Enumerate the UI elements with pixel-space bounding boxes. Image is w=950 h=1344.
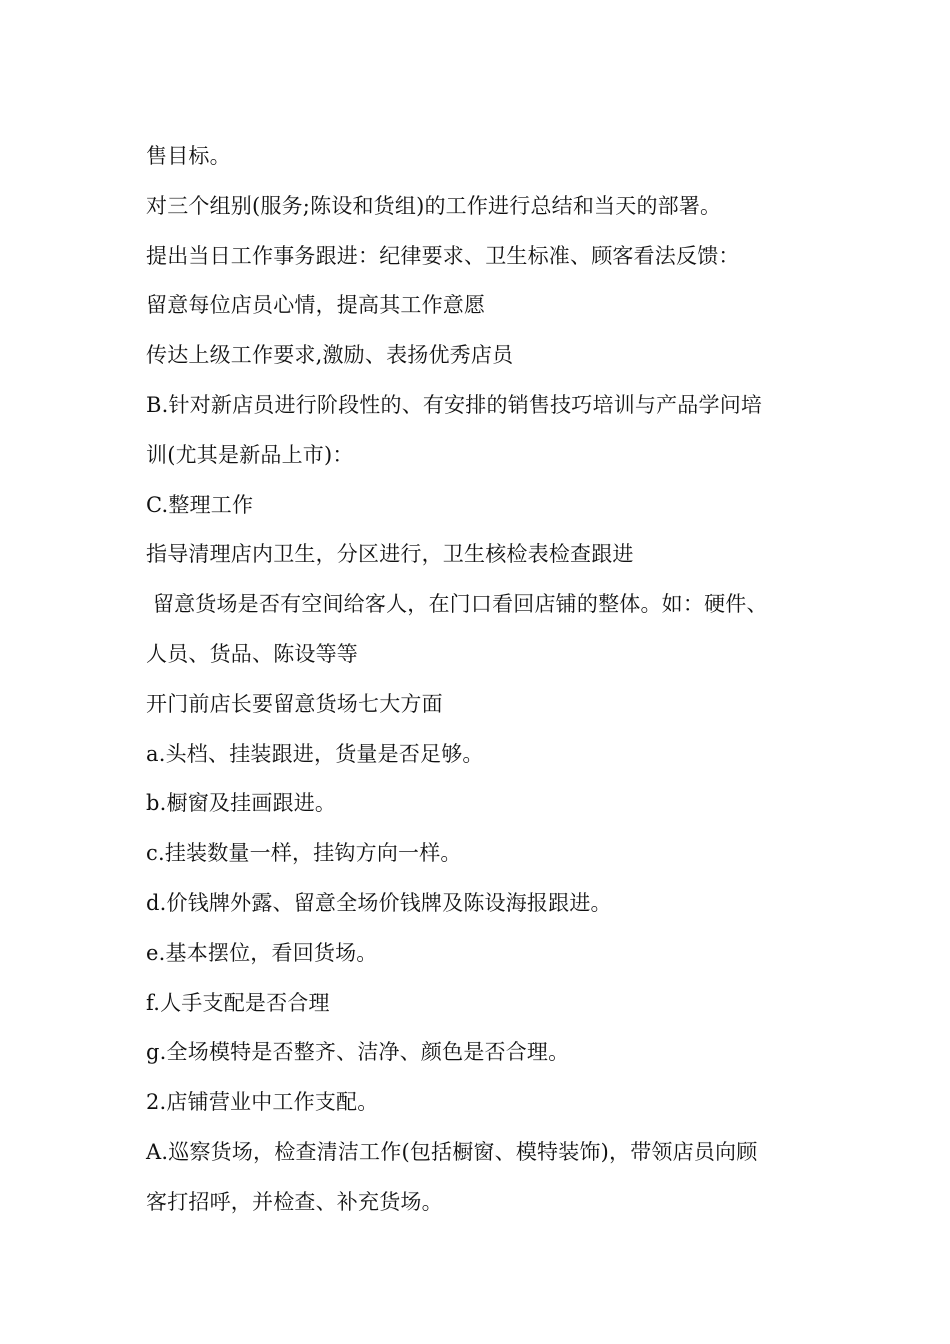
text-line: B.针对新店员进行阶段性的、有安排的销售技巧培训与产品学问培 xyxy=(146,392,763,417)
list-item: a.头档、挂装跟进，货量是否足够。 xyxy=(146,741,484,766)
section-heading: C.整理工作 xyxy=(146,492,254,517)
text-line: 对三个组别(服务;陈设和货组)的工作进行总结和当天的部署。 xyxy=(146,193,722,218)
text-line: 留意每位店员心情，提高其工作意愿 xyxy=(146,293,486,318)
text-line: 训(尤其是新品上市)： xyxy=(146,442,354,467)
list-item: e.基本摆位，看回货场。 xyxy=(146,940,378,965)
text-line: 开门前店长要留意货场七大方面 xyxy=(146,691,443,716)
text-line: 传达上级工作要求,激励、表扬优秀店员 xyxy=(146,343,514,368)
list-item: c.挂装数量一样，挂钩方向一样。 xyxy=(146,841,462,866)
text-line: 提出当日工作事务跟进：纪律要求、卫生标准、顾客看法反馈： xyxy=(146,243,740,268)
text-line: 售目标。 xyxy=(146,144,231,168)
list-item: d.价钱牌外露、留意全场价钱牌及陈设海报跟进。 xyxy=(146,890,612,915)
list-item: b.橱窗及挂画跟进。 xyxy=(146,791,337,816)
list-item: f.人手支配是否合理 xyxy=(146,990,330,1015)
text-line: A.巡察货场，检查清洁工作(包括橱窗、模特装饰)，带领店员向顾 xyxy=(146,1139,758,1164)
text-line: 指导清理店内卫生，分区进行，卫生核检表检查跟进 xyxy=(146,542,634,567)
document-body xyxy=(146,132,816,1228)
list-item: g.全场模特是否整齐、洁净、颜色是否合理。 xyxy=(146,1040,570,1065)
section-heading: 2.店铺营业中工作支配。 xyxy=(146,1090,379,1115)
text-line: 客打招呼，并检查、补充货场。 xyxy=(146,1189,443,1214)
text-line: 人员、货品、陈设等等 xyxy=(146,641,358,666)
text-line: 留意货场是否有空间给客人，在门口看回店铺的整体。如：硬件、 xyxy=(146,592,768,617)
